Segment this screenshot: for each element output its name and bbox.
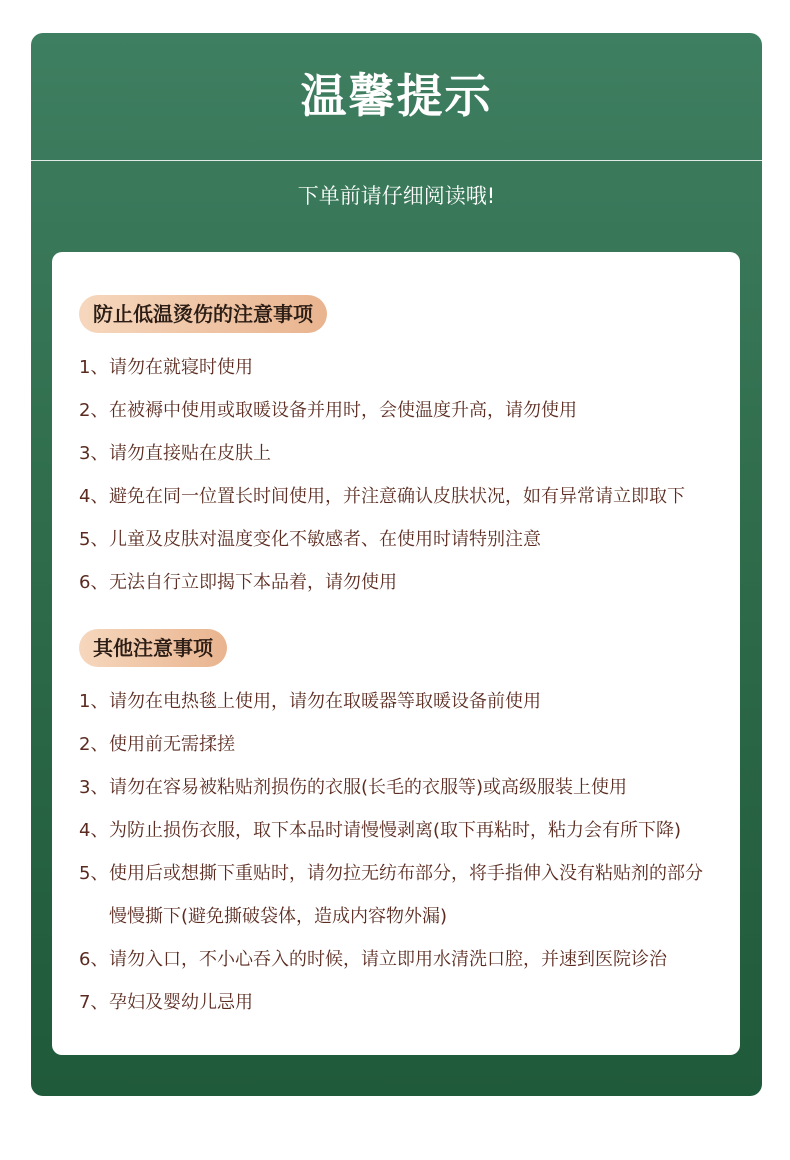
list-item: 5、 使用后或想撕下重贴时，请勿拉无纺布部分，将手指伸入没有粘贴剂的部分慢慢撕下(避免撕破袋体，造成内容物外漏)	[79, 863, 703, 927]
notice-panel	[31, 33, 762, 1096]
list-item: 3、 请勿在容易被粘贴剂损伤的衣服(长毛的衣服等)或高级服装上使用	[79, 777, 628, 798]
list-item: 6、 无法自行立即揭下本品着，请勿使用	[79, 572, 397, 593]
page-title: 温馨提示	[300, 69, 493, 123]
list-item: 3、 请勿直接贴在皮肤上	[79, 443, 271, 464]
list-item: 1、 请勿在就寝时使用	[79, 357, 253, 378]
other-notes-list	[79, 680, 724, 1024]
list-item: 7、 孕妇及婴幼儿忌用	[79, 992, 253, 1013]
list-item: 4、 为防止损伤衣服，取下本品时请慢慢剥离(取下再粘时，粘力会有所下降)	[79, 820, 682, 841]
list-item: 2、 在被褥中使用或取暖设备并用时，会使温度升高，请勿使用	[79, 400, 577, 421]
subtitle: 下单前请仔细阅读哦!	[297, 184, 496, 208]
burn-prevention-list	[79, 346, 724, 604]
section-heading-burn-prevention: 防止低温烫伤的注意事项	[79, 295, 327, 333]
list-item: 2、 使用前无需揉搓	[79, 734, 235, 755]
list-item: 1、 请勿在电热毯上使用，请勿在取暖器等取暖设备前使用	[79, 691, 541, 712]
list-item: 4、 避免在同一位置长时间使用，并注意确认皮肤状况，如有异常请立即取下	[79, 486, 685, 507]
title-divider	[31, 160, 762, 161]
notice-card	[52, 252, 740, 1055]
list-item: 6、 请勿入口，不小心吞入的时候，请立即用水清洗口腔，并速到医院诊治	[79, 949, 667, 970]
list-item: 5、 儿童及皮肤对温度变化不敏感者、在使用时请特别注意	[79, 529, 541, 550]
section-heading-other-notes: 其他注意事项	[79, 629, 227, 667]
